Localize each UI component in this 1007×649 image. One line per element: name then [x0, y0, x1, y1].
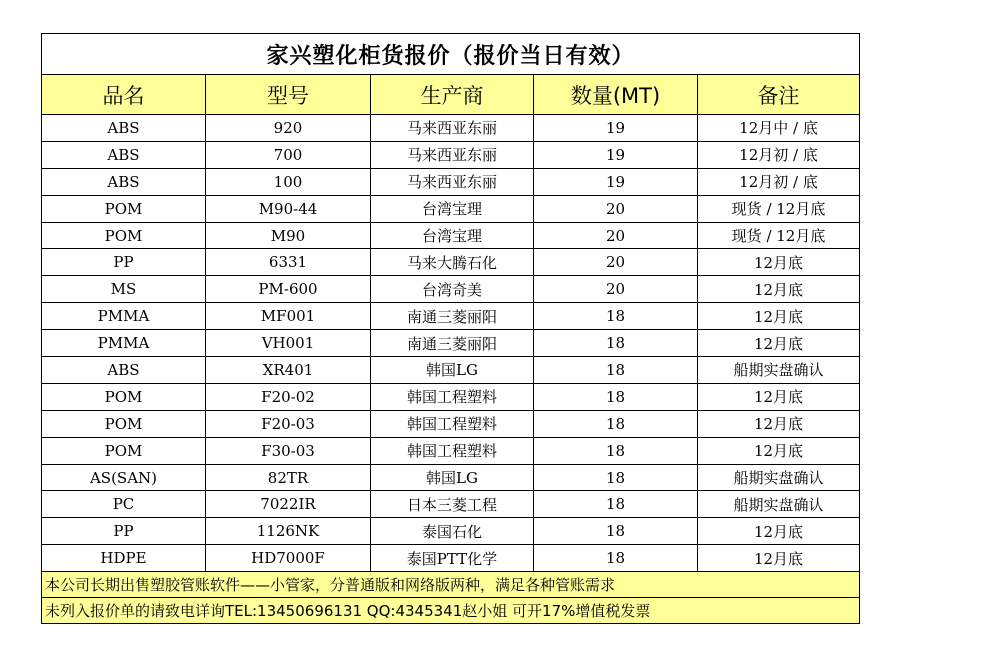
- cell-product[interactable]: ABS: [42, 141, 206, 168]
- cell-model[interactable]: 700: [206, 141, 371, 168]
- header-cell-product[interactable]: 品名: [42, 75, 206, 115]
- cell-manufacturer[interactable]: 台湾奇美: [371, 276, 534, 303]
- table-row: [42, 115, 860, 142]
- cell-model[interactable]: M90-44: [206, 195, 371, 222]
- cell-model[interactable]: F30-03: [206, 437, 371, 464]
- cell-remarks[interactable]: 12月底: [698, 249, 860, 276]
- cell-remarks[interactable]: 12月中 / 底: [698, 115, 860, 142]
- cell-remarks[interactable]: 12月底: [698, 303, 860, 330]
- table-row: [42, 491, 860, 518]
- cell-model[interactable]: VH001: [206, 330, 371, 357]
- table-row: [42, 168, 860, 195]
- cell-product[interactable]: PMMA: [42, 303, 206, 330]
- cell-remarks[interactable]: 12月初 / 底: [698, 168, 860, 195]
- cell-manufacturer[interactable]: 马来大腾石化: [371, 249, 534, 276]
- cell-remarks[interactable]: 船期实盘确认: [698, 491, 860, 518]
- cell-product[interactable]: PP: [42, 518, 206, 545]
- cell-quantity[interactable]: 18: [534, 518, 698, 545]
- cell-model[interactable]: HD7000F: [206, 545, 371, 572]
- cell-quantity[interactable]: 18: [534, 303, 698, 330]
- cell-quantity[interactable]: 18: [534, 330, 698, 357]
- cell-manufacturer[interactable]: 韩国LG: [371, 357, 534, 384]
- cell-manufacturer[interactable]: 泰国石化: [371, 518, 534, 545]
- cell-remarks[interactable]: 12月底: [698, 518, 860, 545]
- footer-row: [42, 598, 860, 624]
- cell-remarks[interactable]: 现货 / 12月底: [698, 222, 860, 249]
- cell-quantity[interactable]: 20: [534, 222, 698, 249]
- cell-manufacturer[interactable]: 韩国工程塑料: [371, 410, 534, 437]
- table-row: [42, 330, 860, 357]
- cell-product[interactable]: POM: [42, 437, 206, 464]
- table-row: [42, 276, 860, 303]
- cell-manufacturer[interactable]: 韩国工程塑料: [371, 437, 534, 464]
- cell-remarks[interactable]: 船期实盘确认: [698, 357, 860, 384]
- cell-remarks[interactable]: 12月底: [698, 545, 860, 572]
- header-cell-manufacturer[interactable]: 生产商: [371, 75, 534, 115]
- table-row: [42, 303, 860, 330]
- cell-model[interactable]: 6331: [206, 249, 371, 276]
- cell-quantity[interactable]: 20: [534, 195, 698, 222]
- cell-model[interactable]: 82TR: [206, 464, 371, 491]
- cell-quantity[interactable]: 19: [534, 115, 698, 142]
- cell-quantity[interactable]: 20: [534, 276, 698, 303]
- cell-model[interactable]: F20-02: [206, 383, 371, 410]
- cell-quantity[interactable]: 18: [534, 437, 698, 464]
- cell-quantity[interactable]: 18: [534, 357, 698, 384]
- cell-remarks[interactable]: 12月初 / 底: [698, 141, 860, 168]
- cell-product[interactable]: POM: [42, 195, 206, 222]
- cell-manufacturer[interactable]: 泰国PTT化学: [371, 545, 534, 572]
- cell-manufacturer[interactable]: 马来西亚东丽: [371, 168, 534, 195]
- cell-model[interactable]: XR401: [206, 357, 371, 384]
- table-row: [42, 249, 860, 276]
- cell-product[interactable]: ABS: [42, 115, 206, 142]
- cell-quantity[interactable]: 19: [534, 141, 698, 168]
- cell-manufacturer[interactable]: 台湾宝理: [371, 195, 534, 222]
- table-row: [42, 195, 860, 222]
- cell-manufacturer[interactable]: 马来西亚东丽: [371, 141, 534, 168]
- table-row: [42, 464, 860, 491]
- cell-remarks[interactable]: 12月底: [698, 437, 860, 464]
- table-row: [42, 141, 860, 168]
- cell-product[interactable]: PC: [42, 491, 206, 518]
- price-sheet: [41, 33, 860, 624]
- cell-remarks[interactable]: 现货 / 12月底: [698, 195, 860, 222]
- header-row: [42, 75, 860, 115]
- header-cell-quantity[interactable]: 数量(MT): [534, 75, 698, 115]
- title-row: [42, 34, 860, 75]
- table-row: [42, 518, 860, 545]
- cell-model[interactable]: PM-600: [206, 276, 371, 303]
- cell-model[interactable]: M90: [206, 222, 371, 249]
- cell-quantity[interactable]: 18: [534, 545, 698, 572]
- cell-manufacturer[interactable]: 韩国工程塑料: [371, 383, 534, 410]
- cell-manufacturer[interactable]: 台湾宝理: [371, 222, 534, 249]
- cell-manufacturer[interactable]: 马来西亚东丽: [371, 115, 534, 142]
- cell-product[interactable]: ABS: [42, 168, 206, 195]
- cell-quantity[interactable]: 19: [534, 168, 698, 195]
- cell-manufacturer[interactable]: 韩国LG: [371, 464, 534, 491]
- cell-quantity[interactable]: 18: [534, 464, 698, 491]
- cell-remarks[interactable]: 12月底: [698, 276, 860, 303]
- cell-model[interactable]: 1126NK: [206, 518, 371, 545]
- cell-manufacturer[interactable]: 日本三菱工程: [371, 491, 534, 518]
- cell-remarks[interactable]: 船期实盘确认: [698, 464, 860, 491]
- cell-model[interactable]: 7022IR: [206, 491, 371, 518]
- cell-model[interactable]: MF001: [206, 303, 371, 330]
- cell-model[interactable]: 920: [206, 115, 371, 142]
- cell-quantity[interactable]: 18: [534, 410, 698, 437]
- cell-product[interactable]: AS(SAN): [42, 464, 206, 491]
- footer-row: [42, 572, 860, 598]
- cell-remarks[interactable]: 12月底: [698, 410, 860, 437]
- cell-product[interactable]: POM: [42, 383, 206, 410]
- cell-quantity[interactable]: 20: [534, 249, 698, 276]
- table-row: [42, 410, 860, 437]
- cell-product[interactable]: ABS: [42, 357, 206, 384]
- cell-manufacturer[interactable]: 南通三菱丽阳: [371, 330, 534, 357]
- header-cell-remarks[interactable]: 备注: [698, 75, 860, 115]
- cell-remarks[interactable]: 12月底: [698, 330, 860, 357]
- table-row: [42, 545, 860, 572]
- table-row: [42, 437, 860, 464]
- table-row: [42, 383, 860, 410]
- table-row: [42, 357, 860, 384]
- cell-product[interactable]: MS: [42, 276, 206, 303]
- header-cell-model[interactable]: 型号: [206, 75, 371, 115]
- sheet-title: 家兴塑化柜货报价（报价当日有效）: [42, 34, 860, 75]
- cell-model[interactable]: F20-03: [206, 410, 371, 437]
- cell-model[interactable]: 100: [206, 168, 371, 195]
- cell-product[interactable]: POM: [42, 222, 206, 249]
- footer-note[interactable]: 本公司长期出售塑胶管账软件——小管家，分普通版和网络版两种，满足各种管账需求: [42, 572, 860, 598]
- cell-remarks[interactable]: 12月底: [698, 383, 860, 410]
- cell-product[interactable]: POM: [42, 410, 206, 437]
- cell-manufacturer[interactable]: 南通三菱丽阳: [371, 303, 534, 330]
- cell-product[interactable]: PP: [42, 249, 206, 276]
- cell-quantity[interactable]: 18: [534, 491, 698, 518]
- cell-product[interactable]: HDPE: [42, 545, 206, 572]
- table-row: [42, 222, 860, 249]
- footer-note[interactable]: 未列入报价单的请致电详询TEL:13450696131 QQ:4345341赵小姐 可开17%增值税发票: [42, 598, 860, 624]
- cell-product[interactable]: PMMA: [42, 330, 206, 357]
- cell-quantity[interactable]: 18: [534, 383, 698, 410]
